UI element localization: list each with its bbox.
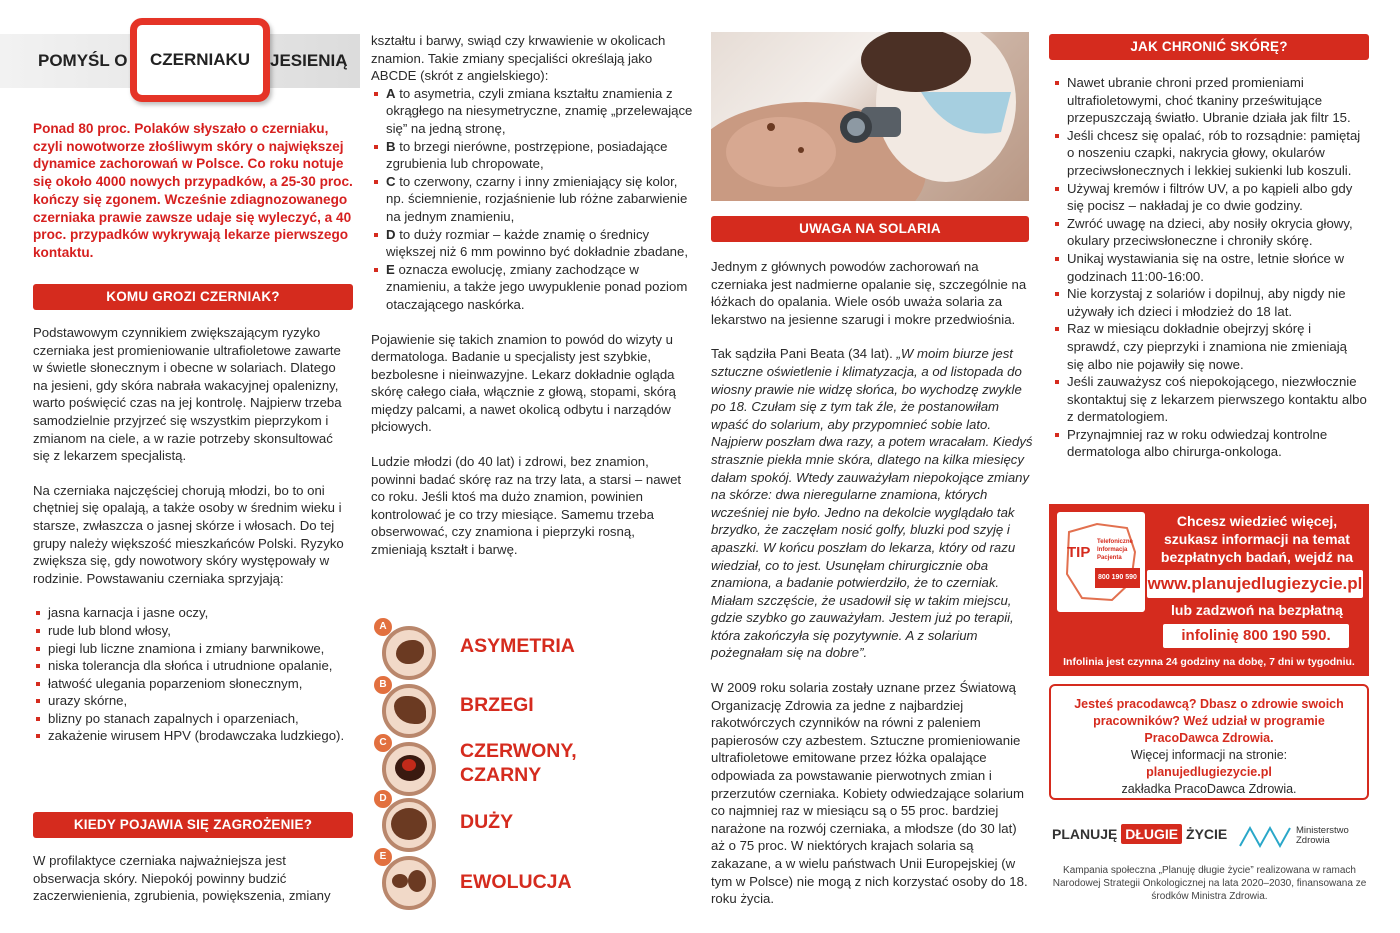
list-item: E oznacza ewolucję, zmiany zachodzące w znamieniu, a także jego uwypuklenie ponad poziom otaczającego naskórka. [371,261,693,314]
abcde-label: CZERWONY, CZARNY [460,740,577,786]
who-paragraph: W 2009 roku solaria zostały uznane przez Światową Organizację Zdrowia za jedne z najbardziej rakotwórczych czynników na równi z paleniem papierosów czy azbestem. Sztuczne promieniowanie ultrafioletowe emitowane przez łóżka opalające odpowiada za powstawanie pierwotnych zmian i przerzutów czerniaka. Kobiety odwiedzające solarium co najmniej raz w miesiącu są o 55 proc. bardziej narażone na rozwój czerniaka, a młodsze (do 30 lat) aż o 75 proc. W niektórych krajach solaria są zakazane, a w wielu państwach Unii Europejskiej (w tym w Polsce) nie mogą z nich korzystać osoby do 18. roku życia. [711,680,1028,907]
list-item: Nie korzystaj z solariów i dopilnuj, aby nigdy nie używały ich dzieci i młodzież do 18 lat. [1052,285,1367,320]
info-url-link[interactable]: www.planujedlugiezycie.pl [1147,570,1363,598]
list-item: Używaj kremów i filtrów UV, a po kąpieli albo gdy się pocisz – nakładaj je co dwie godziny. [1052,180,1367,215]
title-right: JESIENIĄ [270,51,348,70]
ministry-name: Ministerstwo Zdrowia [1296,825,1349,846]
abcde-label: EWOLUCJA [460,871,572,893]
abcde-list [371,85,693,314]
info-heading: Chcesz wiedzieć więcej, szukasz informacji na temat bezpłatnych badań, wejdź na [1160,513,1354,565]
campaign-logo [1052,826,1227,844]
employer-tab: zakładka PracoDawca Zdrowia. [1121,782,1297,796]
heading-protect-skin: JAK CHRONIĆ SKÓRĘ? [1049,34,1369,60]
hotline-link[interactable]: infolinię 800 190 590. [1163,624,1349,648]
list-item: jasna karnacja i jasne oczy, [33,604,353,622]
column-1 [33,284,353,745]
letter-badge: D [374,790,392,808]
employer-more-info: Więcej informacji na stronie: [1130,748,1288,762]
protect-list [1052,74,1367,461]
list-item: Raz w miesiącu dokładnie obejrzyj skórę i sprawdź, czy pieprzyki i znamiona nie zmieniają się albo nie pojawiły się nowe. [1052,320,1367,373]
mole-illustration [382,742,436,796]
info-call-text: lub zadzwoń na bezpłatną [1171,602,1343,618]
campaign-footer: Kampania społeczna „Planuję długie życie” realizowana w ramach Narodowej Strategii Onkologicznej na lata 2020–2030, finansowana ze środków Ministra Zdrowia. [1052,865,1367,902]
testimony-quote: „W moim biurze jest sztuczne oświetlenie i klimatyzacja, a od listopada do wiosny prawie nie widzę słońca, bo wychodzę zwykle po 18. Czułam się z tym tak źle, że postanowiłam wpaść do solarium, aby przypomnieć sobie lato. Najpierw poszłam dwa razy, a potem wracałam. Kiedyś strasznie piekła mnie skóra, dlatego na kilka miesięcy dałam spokój. Wtedy zauważyłam niepokojące zmiany na skórze: dwa nieregularne znamiona, których wcześniej nie było. Jedno na dekolcie wyglądało tak brzydko, że zaczęłam nosić golfy, bluzki pod szyję i apaszki. W końcu poszłam do lekarza, który od razu wiedział, co to jest. Usunęłam chirurgicznie oba znamiona, a badanie potwierdziło, że to czerniak. Miałam szczęście, że usadowił się w takim miejscu, gdzie szybko go zauważyłam. Jestem już po terapii, która zakończyła się pozytywnie. A z solarium pożegnałam się na dobre”. [711,346,1033,661]
list-item: łatwość ulegania poparzeniom słonecznym, [33,675,353,693]
info-box [1049,504,1369,676]
abcde-label: DUŻY [460,811,514,833]
title-left: POMYŚL O [38,51,128,70]
tip-number: 800 190 590 [1095,568,1140,588]
heading-solarium: UWAGA NA SOLARIA [711,216,1029,242]
abcde-label: ASYMETRIA [460,635,575,657]
ministry-logo-icon [1238,822,1298,850]
solarium-paragraph-1: Jednym z głównych powodów zachorowań na czerniaka jest nadmierne opalanie się, szczególnie na łóżkach do opalania. Wiele osób uważa solaria za lekarstwo na jesienne szarugi i mokre przedwiośnia. [711,259,1027,327]
logo-word-2: DŁUGIE [1121,824,1182,844]
list-item: rude lub blond włosy, [33,622,353,640]
list-item: blizny po stanach zapalnych i oparzeniach, [33,710,353,728]
list-item: Jeśli zauważysz coś niepokojącego, niezwłocznie skontaktuj się z lekarzem pierwszego kontaktu albo z dermatologiem. [1052,373,1367,426]
lead-paragraph: Ponad 80 proc. Polaków słyszało o czerniaku, czyli nowotworze złośliwym skóry o największej dynamice zachorowań w Polsce. Co roku notuje się około 4000 nowych przypadków, a 25-30 proc. kończy się zgonem. Wcześnie zdiagnozowanego czerniaka prawie zawsze udaje się wyleczyć, a 40 proc. przypadków wykrywają lekarze pierwszego kontaktu. [33,121,353,260]
risk-paragraph-2: Na czerniaka najczęściej chorują młodzi, bo to oni chętniej się opalają, a także osoby w średnim wieku i starsze, zwłaszcza o jasnej skórze i włosach. Do tej grupy należy większość mieszkańców Polski. Ryzyko zwiększa się, gdy nowotwory skóry występowały w rodzinie. Powstawaniu czerniaka sprzyjają: [33,482,344,586]
letter-badge: A [374,618,392,636]
frequency-paragraph: Ludzie młodzi (do 40 lat) i zdrowi, bez znamion, powinni badać skórę raz na trzy lata, a starsi – nawet co roku. Jeśli ktoś ma dużo znamion, powinien kontrolować je co trzy miesiące. Samemu trzeba obserwować, czy znamiona i pieprzyki rosną, zmieniają kształt i barwę. [371,454,682,558]
employer-url-link[interactable]: planujedlugiezycie.pl [1146,765,1272,779]
logo-word-1: PLANUJĘ [1052,826,1118,842]
dermatologist-photo-illustration [711,32,1029,201]
mole-illustration [382,626,436,680]
hotline-hours-note: Infolinia jest czynna 24 godziny na dobę, 7 dni w tygodniu. [1063,656,1355,668]
risk-paragraph-1: Podstawowym czynnikiem zwiększającym ryzyko czerniaka jest promieniowanie ultrafioletowe zawarte w świetle słonecznym i obecne w solariach. Dlatego na jesieni, gdy skóra nabrała wakacyjnej opalenizny, warto poświęcić czas na jej kontrolę. Najpierw trzeba samodzielnie przyjrzeć się wszystkim pieprzykom i zmianom na ciele, a w razie potrzeby skonsultować się z lekarzem specjalistą. [33,325,342,464]
mole-illustration [382,684,436,738]
list-item: Unikaj wystawiania się na ostre, letnie słońce w godzinach 11:00-16:00. [1052,250,1367,285]
mole-illustration [382,798,436,852]
ministry-logo [1238,822,1349,855]
when-paragraph: W profilaktyce czerniaka najważniejsza jest obserwacja skóry. Niepokój powinny budzić zaczerwienienia, zgrubienia, powiększenia, zmiany [33,853,331,904]
heading-who-at-risk: KOMU GROZI CZERNIAK? [33,284,353,310]
dermatologist-photo [711,32,1029,201]
list-item: B to brzegi nierówne, postrzępione, posiadające zgrubienia lub chropowate, [371,138,693,173]
visit-paragraph: Pojawienie się takich znamion to powód do wizyty u dermatologa. Badanie u specjalisty jest szybkie, bezbolesne i nieinwazyjne. Lekarz dokładnie ogląda skórę całego ciała, włącznie z głową, stopami, skórą między palcami, a nawet okolicą odbytu i narządów płciowych. [371,331,676,435]
list-item: Zwróć uwagę na dzieci, aby nosiły okrycia głowy, okulary przeciwsłoneczne i chroniły skórę. [1052,215,1367,250]
list-item: Nawet ubranie chroni przed promieniami ultrafioletowymi, choć tkaniny prześwitujące przepuszczają światło. Ubranie działa jak filtr 15. [1052,74,1367,127]
letter-badge: E [374,848,392,866]
testimony-paragraph: Tak sądziła Pani Beata (34 lat). „W moim biurze jest sztuczne oświetlenie i klimatyzacja, a od listopada do wiosny prawie nie widzę słońca, bo wychodzę zwykle po 18. Czułam się z tym tak źle, że postanowiłam wpaść do solarium, aby przypomnieć sobie lato. Najpierw poszłam dwa razy, a potem wracałam. Kiedyś strasznie piekła mnie skóra, dlatego na kilka miesięcy dałam spokój. Wtedy zauważyłam niepokojące zmiany na skórze: dwa nieregularne znamiona, których wcześniej nie było. Jedno na dekolcie wyglądało tak brzydko, że zaczęłam nosić golfy, bluzki pod szyję i apaszki. W końcu poszłam do lekarza, który od razu wiedział, co to jest. Usunęłam chirurgicznie oba znamiona, a badanie potwierdziło, że to czerniak. Miałam szczęście, że usadowił się w takim miejscu, gdzie szybko go zauważyłam. Jestem już po terapii, która zakończyła się pozytywnie. A z solarium pożegnałam się na dobre”. [711,346,1033,661]
list-item: Jeśli chcesz się opalać, rób to rozsądnie: pamiętaj o noszeniu czapki, nakrycia głowy, okularów przeciwsłonecznych i lekkiej sukienki lub koszuli. [1052,127,1367,180]
tip-logo [1057,512,1145,612]
list-item: zakażenie wirusem HPV (brodawczaka ludzkiego). [33,727,353,745]
logo-word-3: ŻYCIE [1186,826,1228,842]
list-item: Przynajmniej raz w roku odwiedzaj kontrolne dermatologa albo chirurga-onkologa. [1052,426,1367,461]
letter-badge: C [374,734,392,752]
abcde-intro: kształtu i barwy, swiąd czy krwawienie w okolicach znamion. Takie zmiany specjaliści określają jako ABCDE (skrót z angielskiego): [371,33,666,84]
title-highlight-box [130,18,270,102]
column-3 [711,258,1033,908]
list-item: D to duży rozmiar – każde znamię o średnicy większej niż 6 mm powinno być dokładnie zbadane, [371,226,693,261]
title-middle: CZERNIAKU [149,50,251,69]
tip-text: Telefoniczne Informacja Pacjenta [1097,539,1133,561]
mole-illustration [382,856,436,910]
list-item: niska tolerancja dla słońca i utrudnione opalanie, [33,657,353,675]
list-item: urazy skórne, [33,692,353,710]
tip-badge: TIP [1067,544,1091,561]
risk-factor-list [33,604,353,745]
list-item: piegi lub liczne znamiona i zmiany barwnikowe, [33,640,353,658]
abcde-label: BRZEGI [460,694,534,716]
employer-question: Jesteś pracodawcą? Dbasz o zdrowie swoich pracowników? Weź udział w programie PracoDawca Zdrowia. [1074,697,1344,745]
employer-box [1049,684,1369,800]
poland-map-icon [1057,512,1145,612]
heading-when-danger: KIEDY POJAWIA SIĘ ZAGROŻENIE? [33,812,353,838]
list-item: C to czerwony, czarny i inny zmieniający się kolor, np. ściemnienie, rozjaśnienie lub różne zabarwienie na jednym znamieniu, [371,173,693,226]
letter-badge: B [374,676,392,694]
column-2 [371,32,693,559]
list-item: A to asymetria, czyli zmiana kształtu znamienia z okrągłego na niesymetryczne, znamię „przelewające się” na jedną stronę, [371,85,693,138]
